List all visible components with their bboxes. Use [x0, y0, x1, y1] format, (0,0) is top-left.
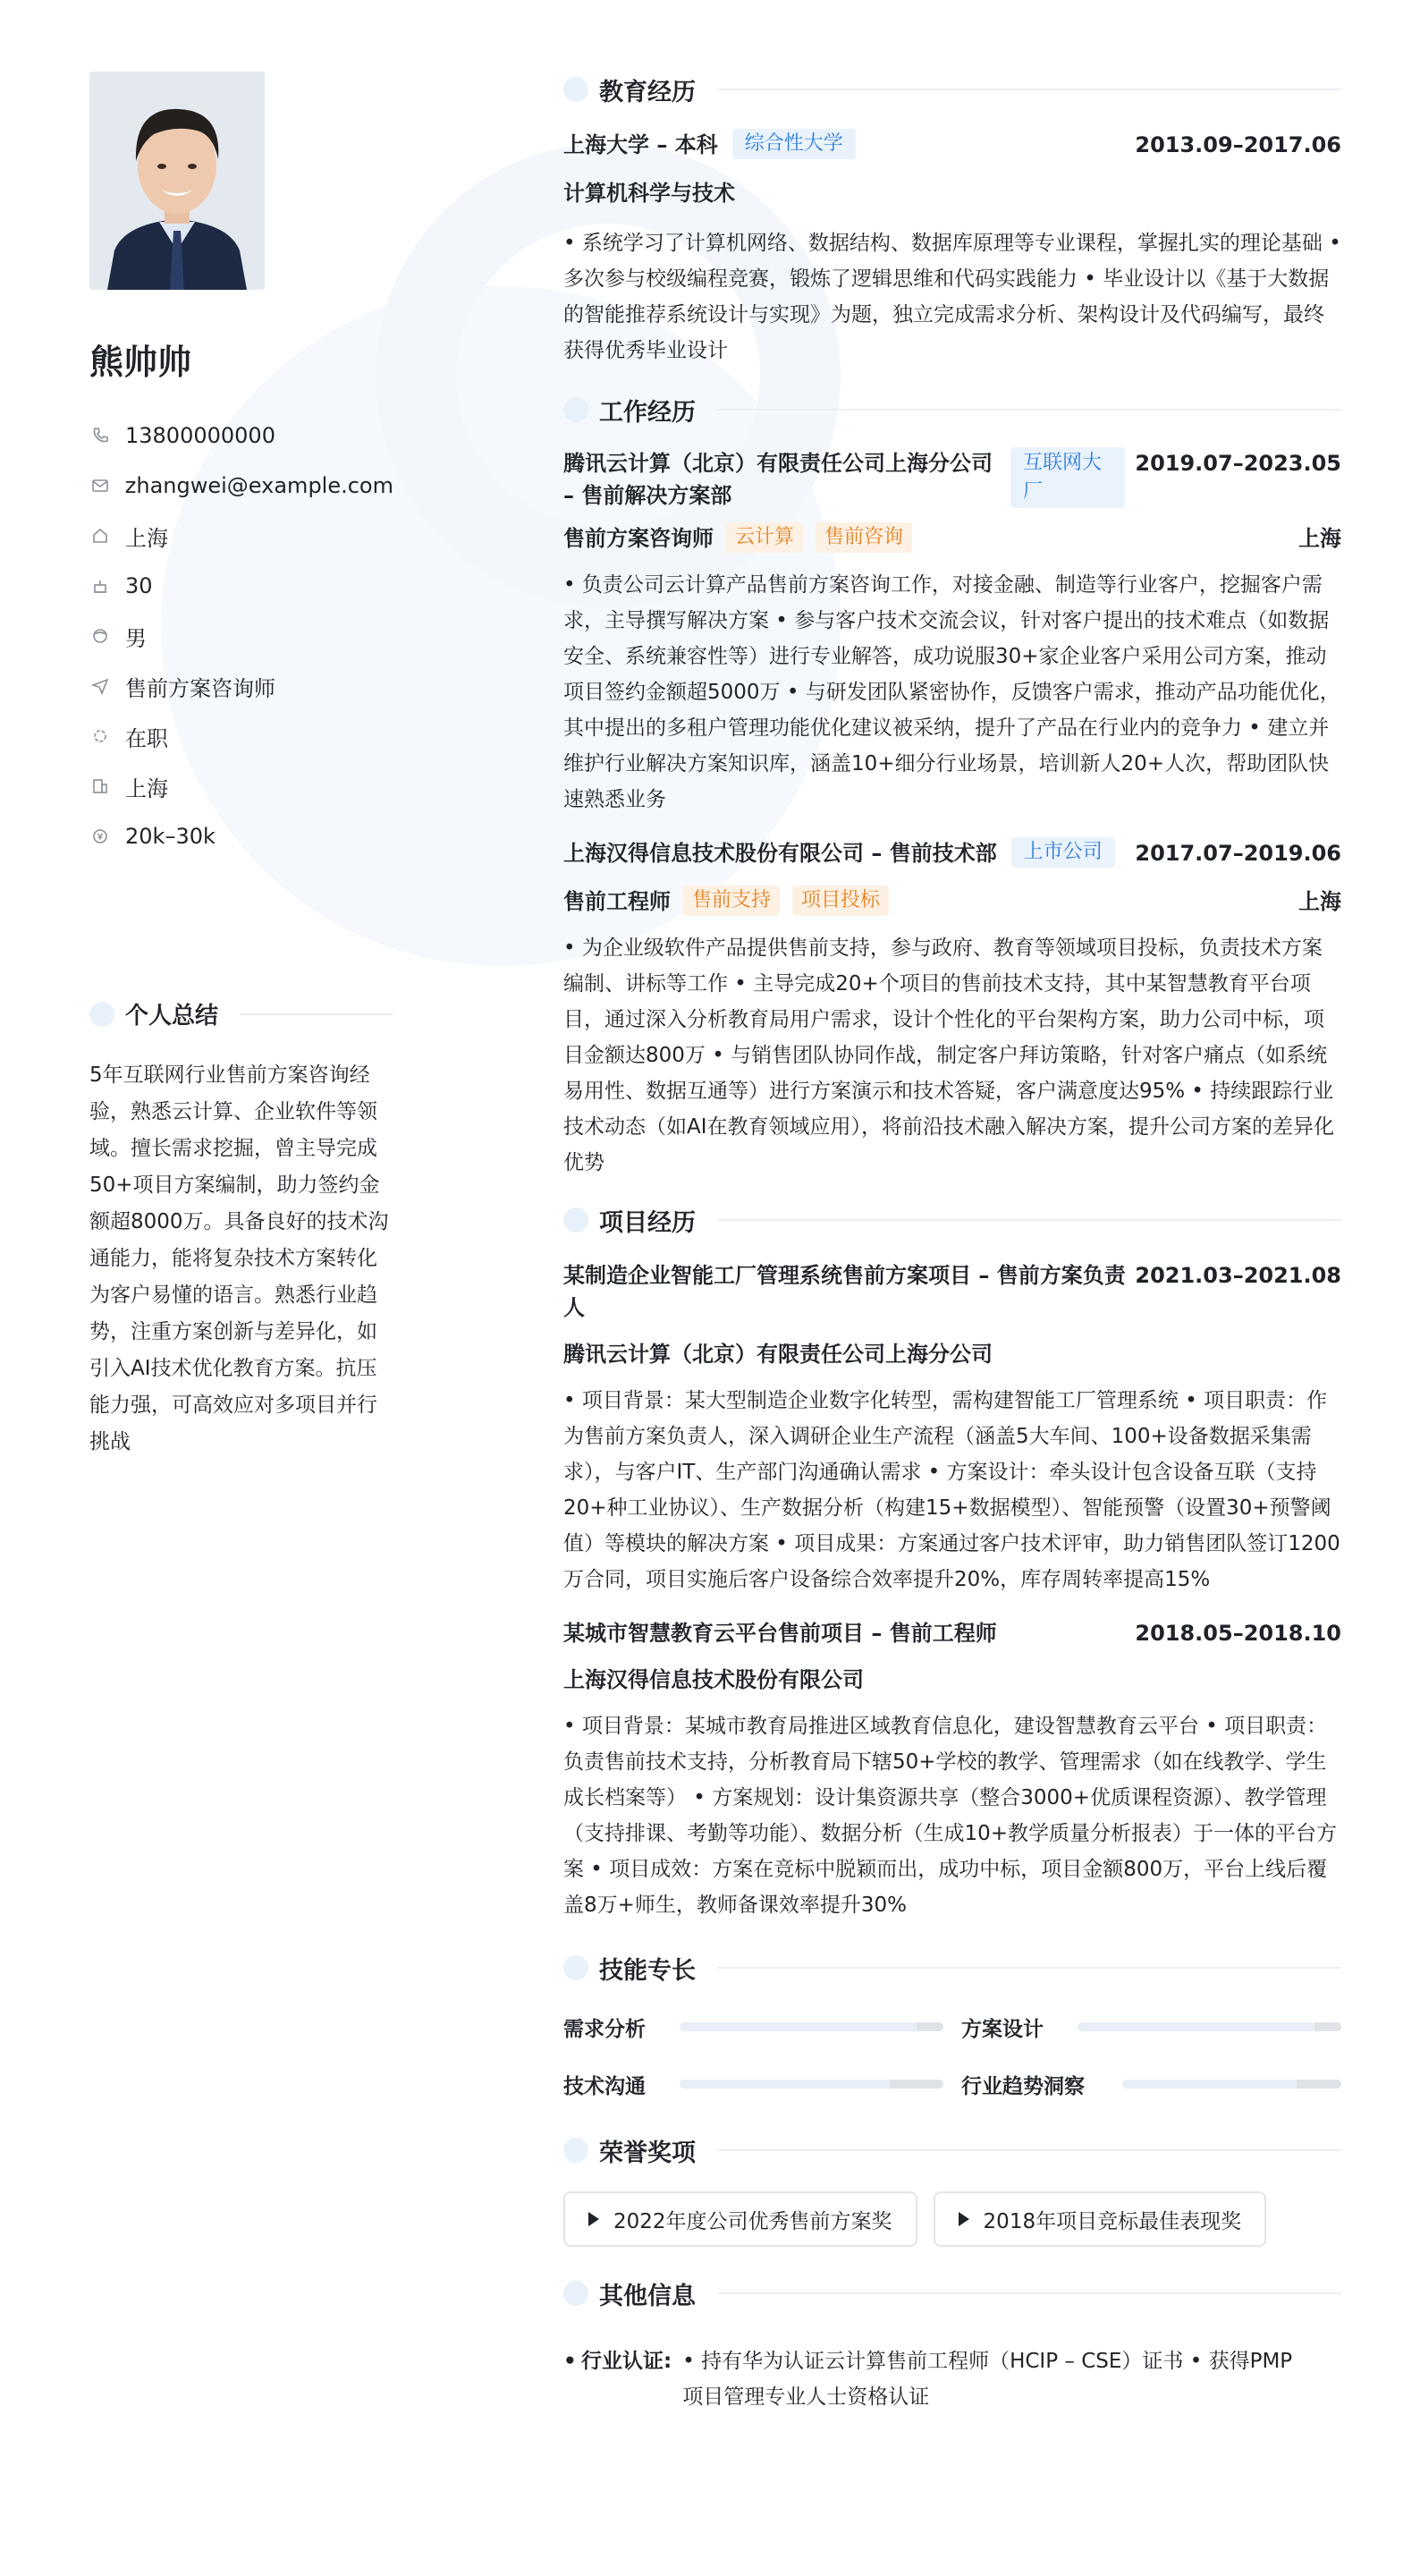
- work-role-row: [563, 886, 1341, 918]
- contact-value: 30: [125, 573, 153, 598]
- work-section-title: [563, 390, 1341, 429]
- age-icon: [89, 575, 111, 597]
- candidate-name: 熊帅帅: [89, 343, 192, 382]
- section-divider: [717, 2149, 1341, 2151]
- contact-gender: [89, 611, 393, 661]
- contact-location: [89, 511, 393, 561]
- company-tag: 互联网大厂: [1010, 447, 1125, 508]
- home-icon: [89, 525, 111, 547]
- contact-list: [89, 411, 393, 861]
- contact-value: zhangwei@example.com: [124, 473, 393, 498]
- contact-phone: [89, 411, 393, 461]
- job-city: 上海: [1298, 889, 1341, 914]
- project-entry-head: [563, 1617, 1341, 1649]
- project-name: 某城市智慧教育云平台售前项目 – 售前工程师: [563, 1621, 997, 1646]
- section-dot-icon: [563, 2138, 588, 2163]
- school-tag: 综合性大学: [732, 129, 856, 159]
- gender-icon: [89, 625, 111, 647]
- section-dot-icon: [563, 1208, 588, 1233]
- work-role-row: [563, 522, 1341, 555]
- awards-title: 荣誉奖项: [599, 2139, 696, 2167]
- avatar-portrait-icon: [89, 72, 265, 290]
- skill-item: [563, 1998, 943, 2055]
- skills-section-title: [563, 1948, 1341, 1987]
- major: 计算机科学与技术: [563, 181, 735, 206]
- skill-item: [563, 2055, 943, 2113]
- work-date: 2019.07–2023.05: [1135, 451, 1341, 476]
- education-section-title: [563, 70, 1341, 109]
- award-label: 2022年度公司优秀售前方案奖: [613, 2209, 892, 2233]
- other-info-item: [563, 2343, 1341, 2415]
- contact-value: 上海: [125, 775, 168, 801]
- awards-section-title: [563, 2131, 1341, 2170]
- contact-city: [89, 761, 393, 811]
- skill-name: 行业趋势洞察: [961, 2074, 1085, 2098]
- email-icon: [89, 475, 111, 496]
- project-date: 2018.05–2018.10: [1135, 1621, 1341, 1646]
- city-icon: [89, 775, 111, 797]
- skill-level-bar: [1078, 2022, 1341, 2031]
- job-role: 售前方案咨询师: [563, 526, 714, 551]
- contact-value: 售前方案咨询师: [125, 675, 275, 701]
- skill-item: [961, 1998, 1341, 2055]
- section-divider: [717, 2292, 1341, 2294]
- main-content: [563, 70, 1341, 2415]
- contact-status: [89, 711, 393, 761]
- contact-age: [89, 561, 393, 611]
- skills-title: 技能专长: [599, 1956, 696, 1985]
- avatar: [89, 72, 265, 290]
- education-date: 2013.09–2017.06: [1135, 132, 1341, 157]
- play-triangle-icon: [959, 2212, 969, 2226]
- work-description: • 负责公司云计算产品售前方案咨询工作，对接金融、制造等行业客户，挖掘客户需求，主导撰写解决方案 • 参与客户技术交流会议，针对客户提出的技术难点（如数据安全、系统兼容性等）进行专业解答，成功说服30+家企业客户采用公司方案，推动项目签约金额超5000万 • 与研发团队紧密协作，反馈客户需求，推动产品功能优化，其中提出的多租户管理功能优化建议被采纳，提升了产品在行业内的竞争力 • 建立并维护行业解决方案知识库，涵盖10+细分行业场景，培训新人20+人次，帮助团队快速熟悉业务: [563, 573, 1340, 811]
- skills-grid: [563, 1998, 1341, 2113]
- contact-value: 在职: [125, 725, 168, 751]
- target-position-icon: [89, 675, 111, 697]
- play-triangle-icon: [588, 2212, 599, 2226]
- phone-icon: [89, 425, 111, 446]
- section-dot-icon: [563, 2281, 588, 2306]
- skill-name: 方案设计: [961, 2017, 1044, 2041]
- section-divider: [717, 1967, 1341, 1969]
- other-label: 行业认证:: [581, 2350, 672, 2373]
- skill-level-bar: [1122, 2080, 1341, 2089]
- contact-email: [89, 461, 393, 511]
- contact-value: 20k–30k: [125, 824, 216, 849]
- section-divider: [240, 1013, 393, 1015]
- section-dot-icon: [563, 77, 588, 102]
- education-entry-head: [563, 129, 1341, 161]
- other-title: 其他信息: [599, 2282, 696, 2310]
- summary-title: 个人总结: [125, 1003, 219, 1030]
- skill-name: 需求分析: [563, 2017, 646, 2041]
- work-date: 2017.07–2019.06: [1135, 841, 1341, 866]
- other-text: • 持有华为认证云计算售前工程师（HCIP – CSE）证书 • 获得PMP项目管理专业人士资格认证: [682, 2350, 1293, 2409]
- project-description: • 项目背景：某大型制造企业数字化转型，需构建智能工厂管理系统 • 项目职责：作为售前方案负责人，深入调研企业生产流程（涵盖5大车间、100+设备数据采集需求），与客户IT、生产部门沟通确认需求 • 方案设计：牵头设计包含设备互联（支持20+种工业协议）、生产数据分析（构建15+数据模型）、智能预警（设置30+预警阈值）等模块的解决方案 • 项目成果：方案通过客户技术评审，助力销售团队签订1200万合同，项目实施后客户设备综合效率提升20%，库存周转率提高15%: [563, 1389, 1340, 1591]
- role-tag: 云计算: [726, 522, 803, 553]
- award-item: [563, 2191, 917, 2247]
- contact-salary: [89, 811, 393, 861]
- skill-level-bar: [680, 2022, 943, 2031]
- role-tag: 售前支持: [683, 886, 780, 916]
- salary-icon: [89, 826, 111, 847]
- summary-text: 5年互联网行业售前方案咨询经验，熟悉云计算、企业软件等领域。擅长需求挖掘，曾主导完成50+项目方案编制，助力签约金额超8000万。具备良好的技术沟通能力，能将复杂技术方案转化为客户易懂的语言。熟悉行业趋势，注重方案创新与差异化，如引入AI技术优化教育方案。抗压能力强，可高效应对多项目并行挑战: [89, 1063, 389, 1453]
- role-tag: 项目投标: [792, 886, 889, 916]
- skill-item: [961, 2055, 1341, 2113]
- bullet-icon: •: [563, 2350, 577, 2373]
- education-description: • 系统学习了计算机网络、数据结构、数据库原理等专业课程，掌握扎实的理论基础 • 多次参与校级编程竞赛，锻炼了逻辑思维和代码实践能力 • 毕业设计以《基于大数据的智能推荐系统设计与实现》为题，独立完成需求分析、架构设计及代码编写，最终获得优秀毕业设计: [563, 232, 1341, 362]
- contact-target-position: [89, 661, 393, 711]
- section-divider: [717, 1219, 1341, 1221]
- other-section-title: [563, 2274, 1341, 2313]
- award-label: 2018年项目竞标最佳表现奖: [983, 2209, 1242, 2233]
- contact-value: 13800000000: [125, 423, 275, 448]
- role-tag: 售前咨询: [816, 522, 912, 553]
- contact-value: 上海: [125, 525, 168, 551]
- school-name: 上海大学 – 本科: [563, 132, 718, 157]
- award-item: [934, 2191, 1267, 2247]
- company-name: 上海汉得信息技术股份有限公司 – 售前技术部: [563, 841, 997, 866]
- status-icon: [89, 725, 111, 747]
- awards-list: [563, 2191, 1341, 2247]
- work-description: • 为企业级软件产品提供售前支持，参与政府、教育等领域项目投标，负责技术方案编制、讲标等工作 • 主导完成20+个项目的售前技术支持，其中某智慧教育平台项目，通过深入分析教育局用户需求，设计个性化的平台架构方案，助力公司中标，项目金额达800万 • 与销售团队协同作战，制定客户拜访策略，针对客户痛点（如系统易用性、数据互通等）进行方案演示和技术答疑，客户满意度达95% • 持续跟踪行业技术动态（如AI在教育领域应用），将前沿技术融入解决方案，提升公司方案的差异化优势: [563, 936, 1335, 1174]
- company-tag: 上市公司: [1011, 837, 1115, 868]
- project-name: 某制造企业智能工厂管理系统售前方案项目 – 售前方案负责人: [563, 1263, 1126, 1320]
- projects-section-title: [563, 1200, 1341, 1240]
- skill-level-bar: [680, 2080, 943, 2089]
- education-title: 教育经历: [599, 78, 696, 106]
- project-entry-head: [563, 1259, 1341, 1324]
- section-dot-icon: [89, 1002, 114, 1027]
- section-dot-icon: [563, 1955, 588, 1980]
- skill-name: 技术沟通: [563, 2074, 646, 2098]
- project-description: • 项目背景：某城市教育局推进区域教育信息化，建设智慧教育云平台 • 项目职责：负责售前技术支持，分析教育局下辖50+学校的教学、管理需求（如在线教学、学生成长档案等） • 方案规划：设计集资源共享（整合3000+优质课程资源）、教学管理（支持排课、考勤等功能）、数据分析（生成10+教学质量分析报表）于一体的平台方案 • 项目成效：方案在竞标中脱颖而出，成功中标，项目金额800万，平台上线后覆盖8万+师生，教师备课效率提升30%: [563, 1715, 1338, 1917]
- work-entry-head: [563, 447, 1341, 512]
- summary-section-title: [89, 997, 393, 1030]
- project-org: 上海汉得信息技术股份有限公司: [563, 1667, 864, 1692]
- company-name: 腾讯云计算（北京）有限责任公司上海分公司 – 售前解决方案部: [563, 451, 993, 508]
- projects-title: 项目经历: [599, 1208, 696, 1237]
- work-title: 工作经历: [599, 398, 696, 427]
- job-city: 上海: [1298, 526, 1341, 551]
- section-divider: [717, 409, 1341, 411]
- work-entry-head: [563, 837, 1341, 869]
- job-role: 售前工程师: [563, 889, 671, 914]
- section-dot-icon: [563, 397, 588, 422]
- contact-value: 男: [125, 625, 147, 651]
- section-divider: [717, 89, 1341, 90]
- sidebar: [89, 72, 393, 1461]
- project-org: 腾讯云计算（北京）有限责任公司上海分公司: [563, 1342, 993, 1367]
- project-date: 2021.03–2021.08: [1135, 1263, 1341, 1288]
